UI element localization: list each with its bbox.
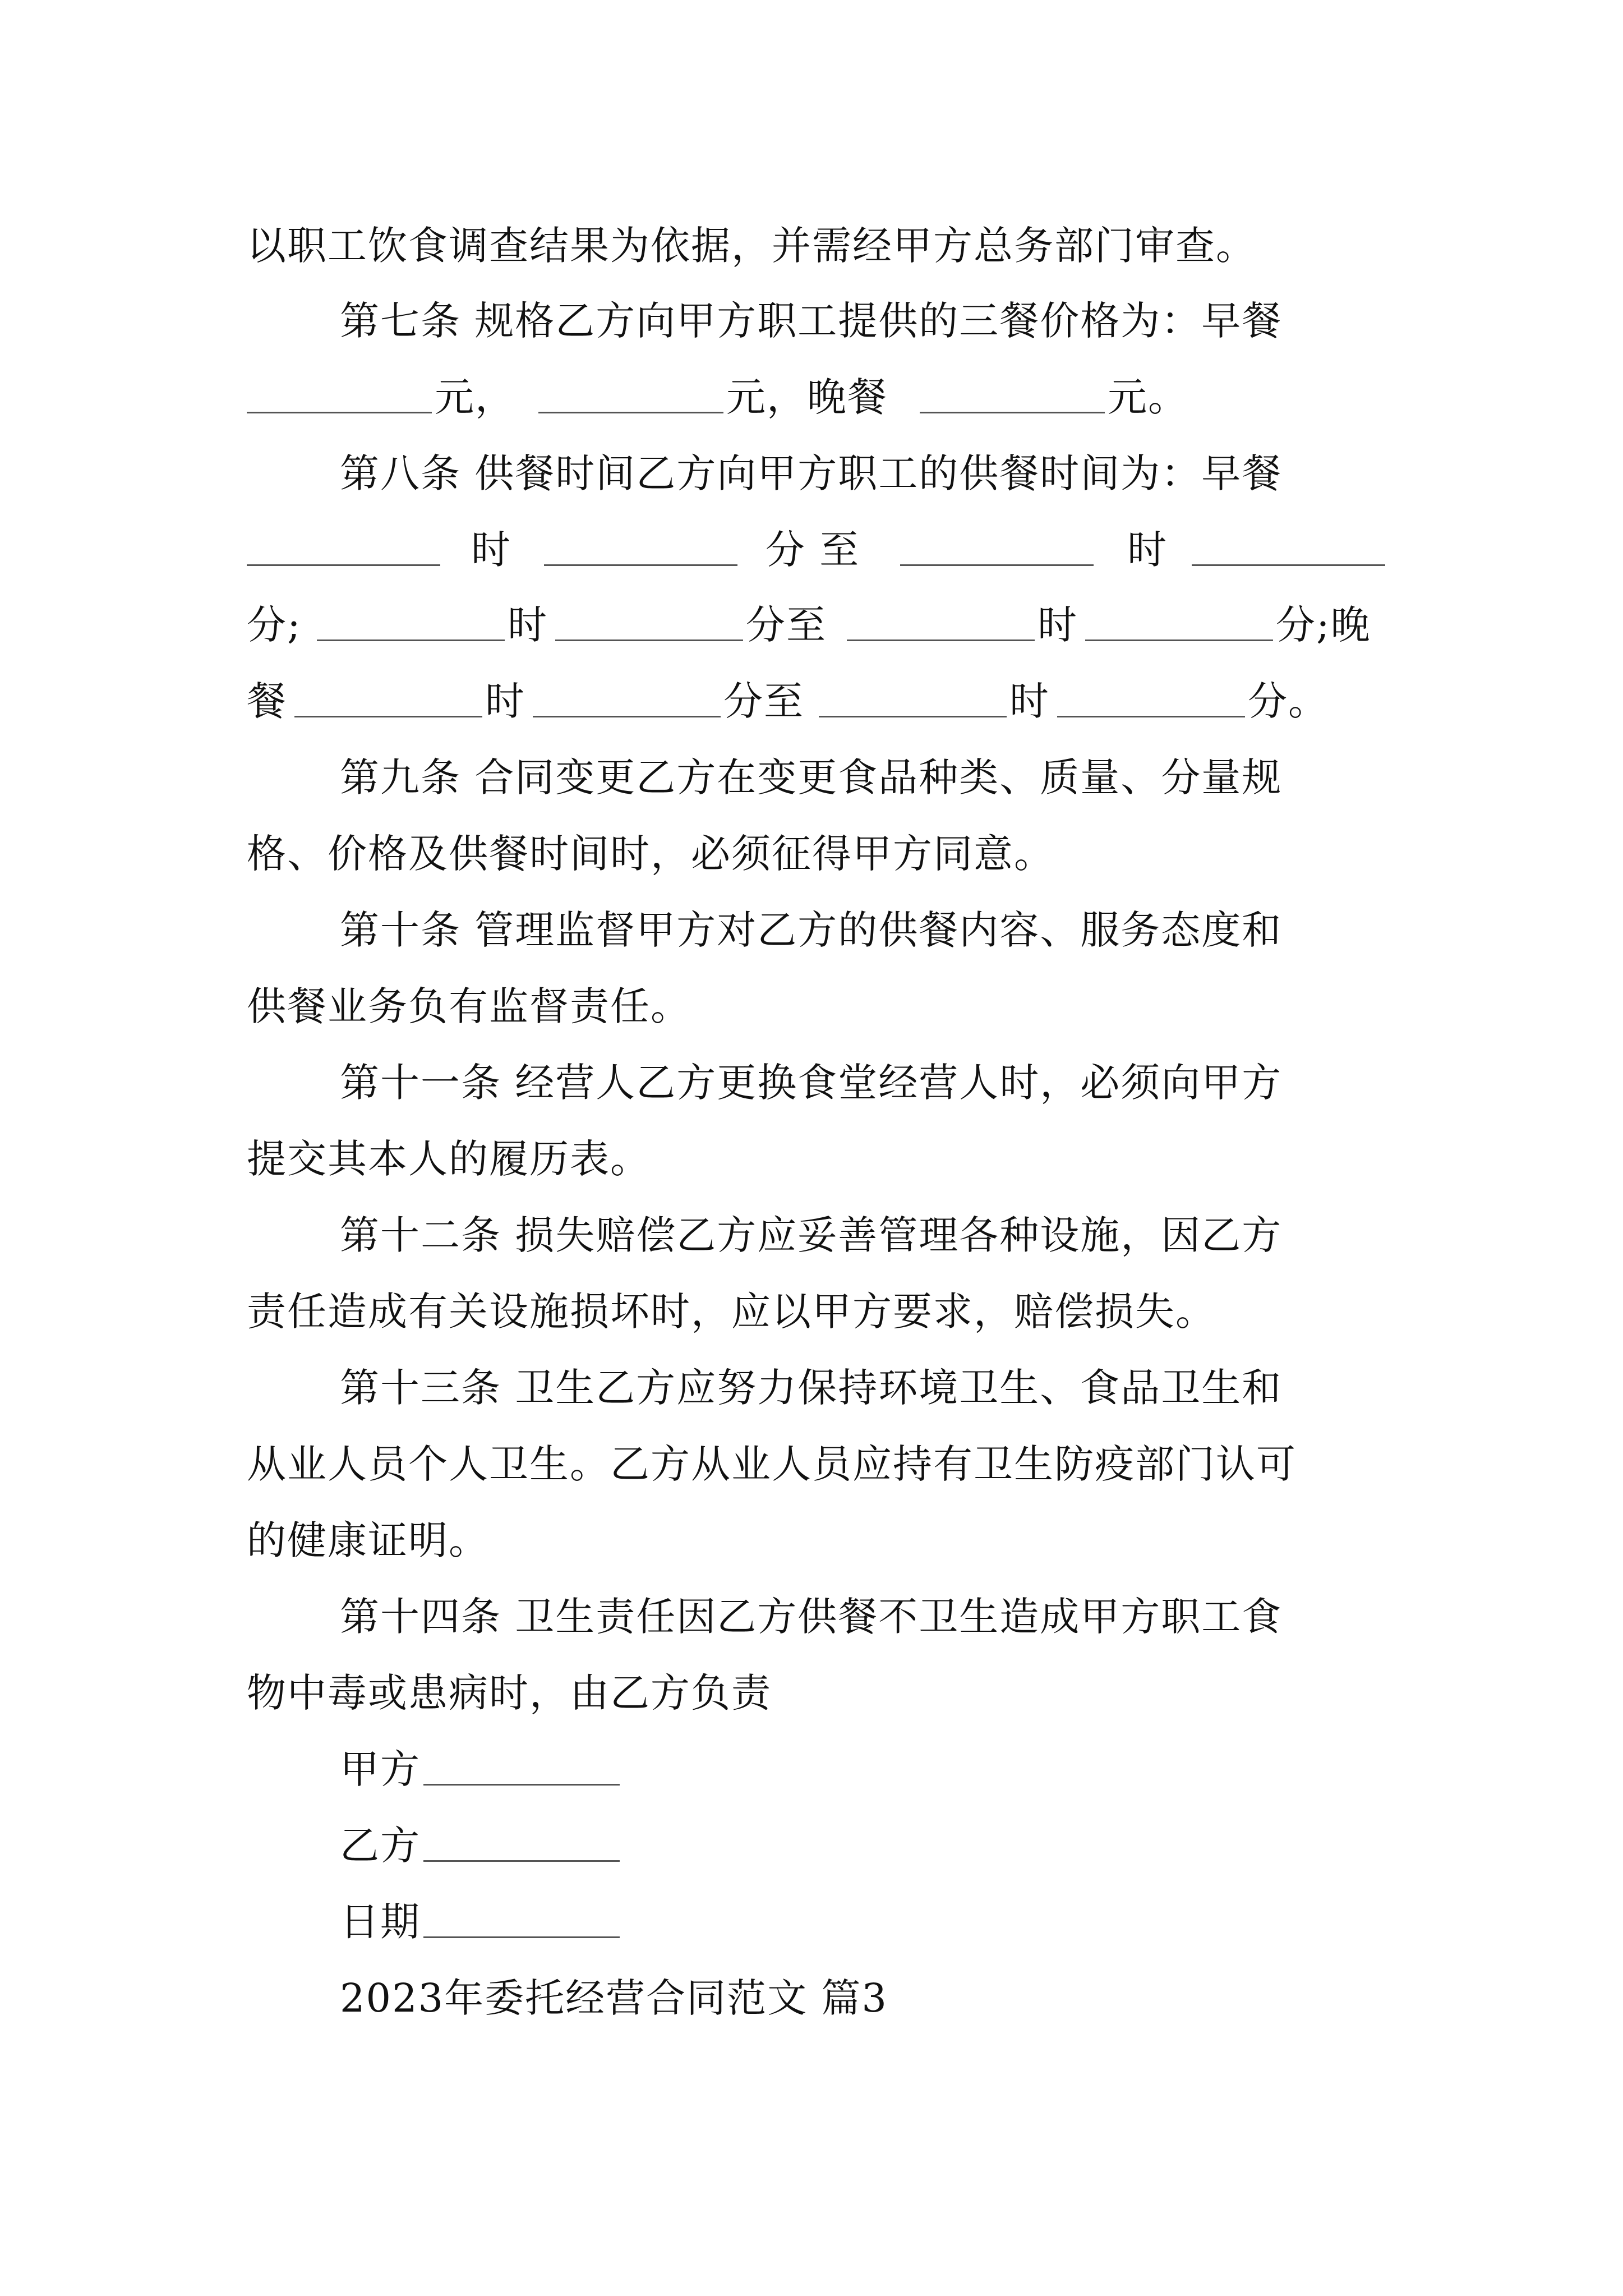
article-13-line-2 <box>0 1430 1623 1498</box>
time-blank[interactable] <box>819 716 1007 717</box>
text-line: 提交其本人的履历表。 <box>247 1136 651 1182</box>
text-fragment: 时 <box>1038 602 1078 648</box>
party-b-signature-blank[interactable] <box>423 1860 620 1862</box>
party-a-signature-blank[interactable] <box>423 1784 620 1786</box>
article-13-line-3 <box>0 1507 1623 1574</box>
article-13-line-1 <box>0 1354 1623 1421</box>
article-9-heading: 第九条 合同变更乙方在变更食品种类、质量、分量规 <box>340 754 1283 800</box>
price-dinner-blank[interactable] <box>920 412 1105 413</box>
text-fragment: 元， <box>435 374 515 420</box>
text-fragment: 时 <box>1127 527 1168 573</box>
article-10-heading: 第十条 管理监督甲方对乙方的供餐内容、服务态度和 <box>340 907 1283 953</box>
article-14-line-2 <box>0 1659 1623 1727</box>
article-8-line-4 <box>0 668 1623 735</box>
article-14-heading: 第十四条 卫生责任因乙方供餐不卫生造成甲方职工食 <box>340 1594 1283 1640</box>
party-a-label: 甲方 <box>340 1746 421 1792</box>
time-blank[interactable] <box>1057 716 1245 717</box>
text-line: 以职工饮食调查结果为依据，并需经甲方总务部门审查。 <box>247 223 1256 269</box>
signature-line-party-b <box>0 1812 1623 1879</box>
article-12-heading: 第十二条 损失赔偿乙方应妥善管理各种设施，因乙方 <box>340 1212 1283 1258</box>
text-line: 的健康证明。 <box>247 1517 489 1563</box>
article-10-line-1 <box>0 896 1623 964</box>
time-blank[interactable] <box>247 564 440 566</box>
time-blank[interactable] <box>847 639 1035 641</box>
text-fragment: 时 <box>508 602 548 648</box>
time-blank[interactable] <box>1085 639 1273 641</box>
text-fragment: 时 <box>1009 678 1050 724</box>
text-line: 供餐业务负有监督责任。 <box>247 983 691 1029</box>
article-12-line-1 <box>0 1202 1623 1269</box>
time-blank[interactable] <box>900 564 1094 566</box>
price-breakfast-blank[interactable] <box>247 412 432 413</box>
text-fragment: 分;晚 <box>1276 602 1371 648</box>
text-fragment: 分; <box>247 602 302 648</box>
article-9-line-2 <box>0 820 1623 887</box>
text-line: 物中毒或患病时，由乙方负责 <box>247 1670 772 1716</box>
text-line: 从业人员个人卫生。乙方从业人员应持有卫生防疫部门认可 <box>247 1441 1297 1487</box>
price-lunch-blank[interactable] <box>538 412 723 413</box>
text-fragment: 时 <box>471 527 511 573</box>
article-14-line-1 <box>0 1583 1623 1650</box>
article-9-line-1 <box>0 744 1623 811</box>
article-11-line-1 <box>0 1049 1623 1116</box>
text-fragment: 分至 <box>746 602 827 648</box>
section-heading: 2023年委托经营合同范文 篇3 <box>340 1975 888 2021</box>
article-8-line-3 <box>0 591 1623 659</box>
text-fragment: 时 <box>485 678 525 724</box>
date-blank[interactable] <box>423 1936 620 1938</box>
article-7-line-2 <box>0 364 1623 431</box>
time-blank[interactable] <box>294 716 482 717</box>
time-blank[interactable] <box>533 716 721 717</box>
article-8-line-2 <box>0 516 1623 583</box>
text-fragment: 分。 <box>1248 678 1329 724</box>
article-8-heading: 第八条 供餐时间乙方向甲方职工的供餐时间为：早餐 <box>340 450 1283 496</box>
time-blank[interactable] <box>1192 564 1385 566</box>
time-blank[interactable] <box>544 564 737 566</box>
date-label: 日期 <box>340 1899 421 1945</box>
text-line: 格、价格及供餐时间时，必须征得甲方同意。 <box>247 831 1054 877</box>
party-b-label: 乙方 <box>340 1823 421 1869</box>
text-fragment: 元，晚餐 <box>726 374 888 420</box>
next-section-line <box>0 1964 1623 2032</box>
article-11-line-2 <box>0 1125 1623 1193</box>
time-blank[interactable] <box>555 639 743 641</box>
article-12-line-2 <box>0 1278 1623 1345</box>
article-8-line-1 <box>0 440 1623 507</box>
text-fragment: 分至 <box>723 678 804 724</box>
signature-line-date <box>0 1888 1623 1955</box>
article-7-line-1 <box>0 287 1623 355</box>
time-blank[interactable] <box>317 639 505 641</box>
text-fragment: 餐 <box>247 678 287 724</box>
article-11-heading: 第十一条 经营人乙方更换食堂经营人时，必须向甲方 <box>340 1060 1283 1106</box>
signature-line-party-a <box>0 1736 1623 1803</box>
text-fragment: 元。 <box>1108 374 1188 420</box>
text-line: 责任造成有关设施损坏时，应以甲方要求，赔偿损失。 <box>247 1289 1216 1335</box>
text-fragment: 分 至 <box>766 527 860 573</box>
article-7-heading: 第七条 规格乙方向甲方职工提供的三餐价格为：早餐 <box>340 298 1283 344</box>
article-13-heading: 第十三条 卫生乙方应努力保持环境卫生、食品卫生和 <box>340 1365 1283 1411</box>
article-10-line-2 <box>0 973 1623 1040</box>
paragraph-line <box>0 212 1623 279</box>
